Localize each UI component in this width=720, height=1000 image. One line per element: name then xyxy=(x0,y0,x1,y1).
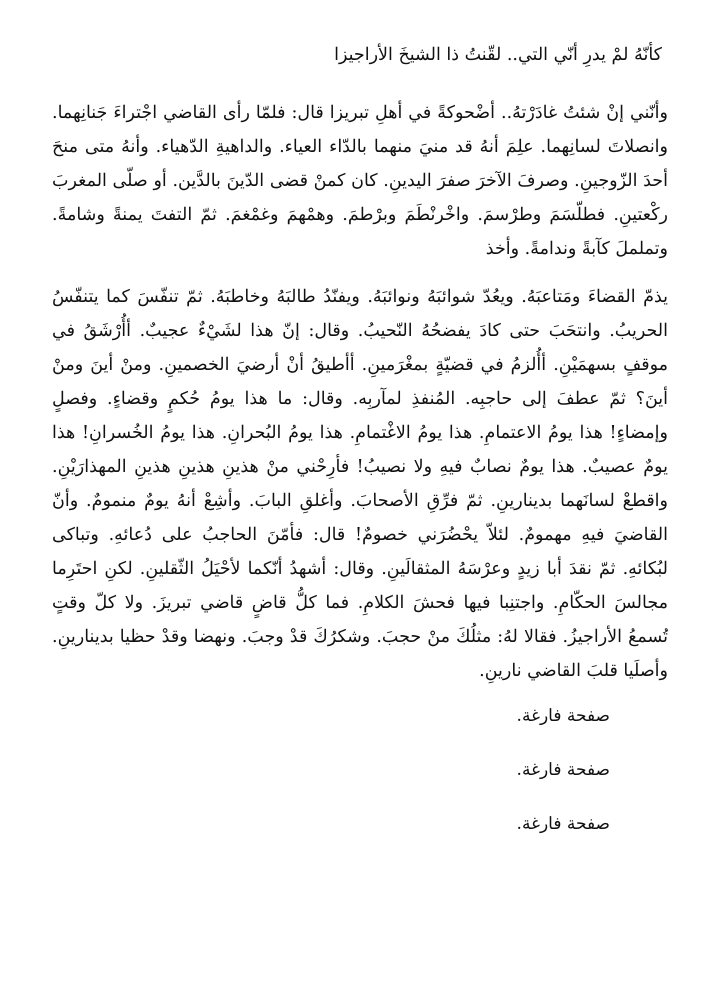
paragraph-1: وأنّني إنْ شئتُ غادَرْتهُ.. أضْحوكةً في أهلِ تبريزا قال: فلمّا رأى القاضي اجْتراءَ جَنانِهما. وانصلاتَ لسانِهما. علِمَ أنهُ قد منيَ منهما بالدّاء العياء. والداهيةِ الدّهياء. وأنهُ متى منحَ أحدَ الزّوجينِ. وصرفَ الآخرَ صفرَ اليدينِ. كان كمنْ قضى الدّينَ بالدَّين. أو صلّى المغربَ ركْعتينِ. فطلّسَمَ وطرْسمَ. واخْرنْطَمَ وبرْطمَ. وهمْهمَ وغمْغمَ. ثمّ التفتَ يمنةً وشامةً. وتململَ كآبةً وندامةً. وأخذ xyxy=(52,103,668,259)
opening-verse: كأنّهُ لمْ يدرِ أنّي التي.. لقّنتُ ذا الشيخَ الأراجيزا xyxy=(334,45,662,65)
blank-page-note-1: صفحة فارغة. xyxy=(516,706,610,726)
paragraph-2: يذمّ القضاءَ ومَتاعبَهُ. ويعُدّ شوائبَهُ ونوائبَهُ. ويفنّدُ طالبَهُ وخاطبَهُ. ثمّ تنفّسَ كما يتنفّسُ الحريبُ. وانتحَبَ حتى كادَ يفضحُهُ النّحيبُ. وقال: إنّ هذا لشَيْءٌ عجيبٌ. أأُرْشَقُ في موقفٍ بسهمَيْنِ. أأُلزمُ في قضيّةٍ بمغْرَمينِ. أأطيقُ أنْ أرضيَ الخصمينِ. ومنْ أينَ ومنْ أينَ؟ ثمّ عطفَ إلى حاجبِه. المُنفذِ لمآربِه. وقال: ما هذا يومُ حُكمٍ وقضاءٍ. وفصلٍ وإمضاءٍ! هذا يومُ الاعتمامِ. هذا يومُ الاغْتمامِ. هذا يومُ البُحرانِ. هذا يومُ الخُسرانِ! هذا يومٌ عصيبٌ. هذا يومٌ نصابٌ فيهِ ولا نصيبُ! فأرِحْني منْ هذينِ هذينِ هذينِ المهذارَيْنِ. واقطعْ لسانَهما بدينارينِ. ثمّ فرِّقِ الأصحابَ. وأغلقِ البابَ. وأشِعْ أنهُ يومٌ منمومٌ. وأنّ القاضيَ فيهِ مهمومٌ. لئلاّ يحْضُرَني خصومٌ! قال: فأمّنَ الحاجبُ على دُعائهِ. وتباكى لبُكائهِ. ثمّ نقدَ أبا زيدٍ وعرْسَهُ المثقالَينِ. وقال: أشهدُ أنّكما لأحْيَلُ الثّقلينِ. لكنِ احتَرِما مجالسَ الحكّامِ. واجتنِبا فيها فحشَ الكلامِ. فما كلُّ قاضٍ قاضي تبريزَ. ولا كلّ وقتٍ تُسمعُ الأراجيزُ. فقالا لهُ: مثلُكَ منْ حجبَ. وشكرُكَ قدْ وجبَ. ونهضا وقدْ حظيا بدينارينِ. وأصلَيا قلبَ القاضي نارينِ. xyxy=(52,287,668,681)
blank-page-note-2: صفحة فارغة. xyxy=(516,760,610,780)
blank-page-note-3: صفحة فارغة. xyxy=(516,814,610,834)
